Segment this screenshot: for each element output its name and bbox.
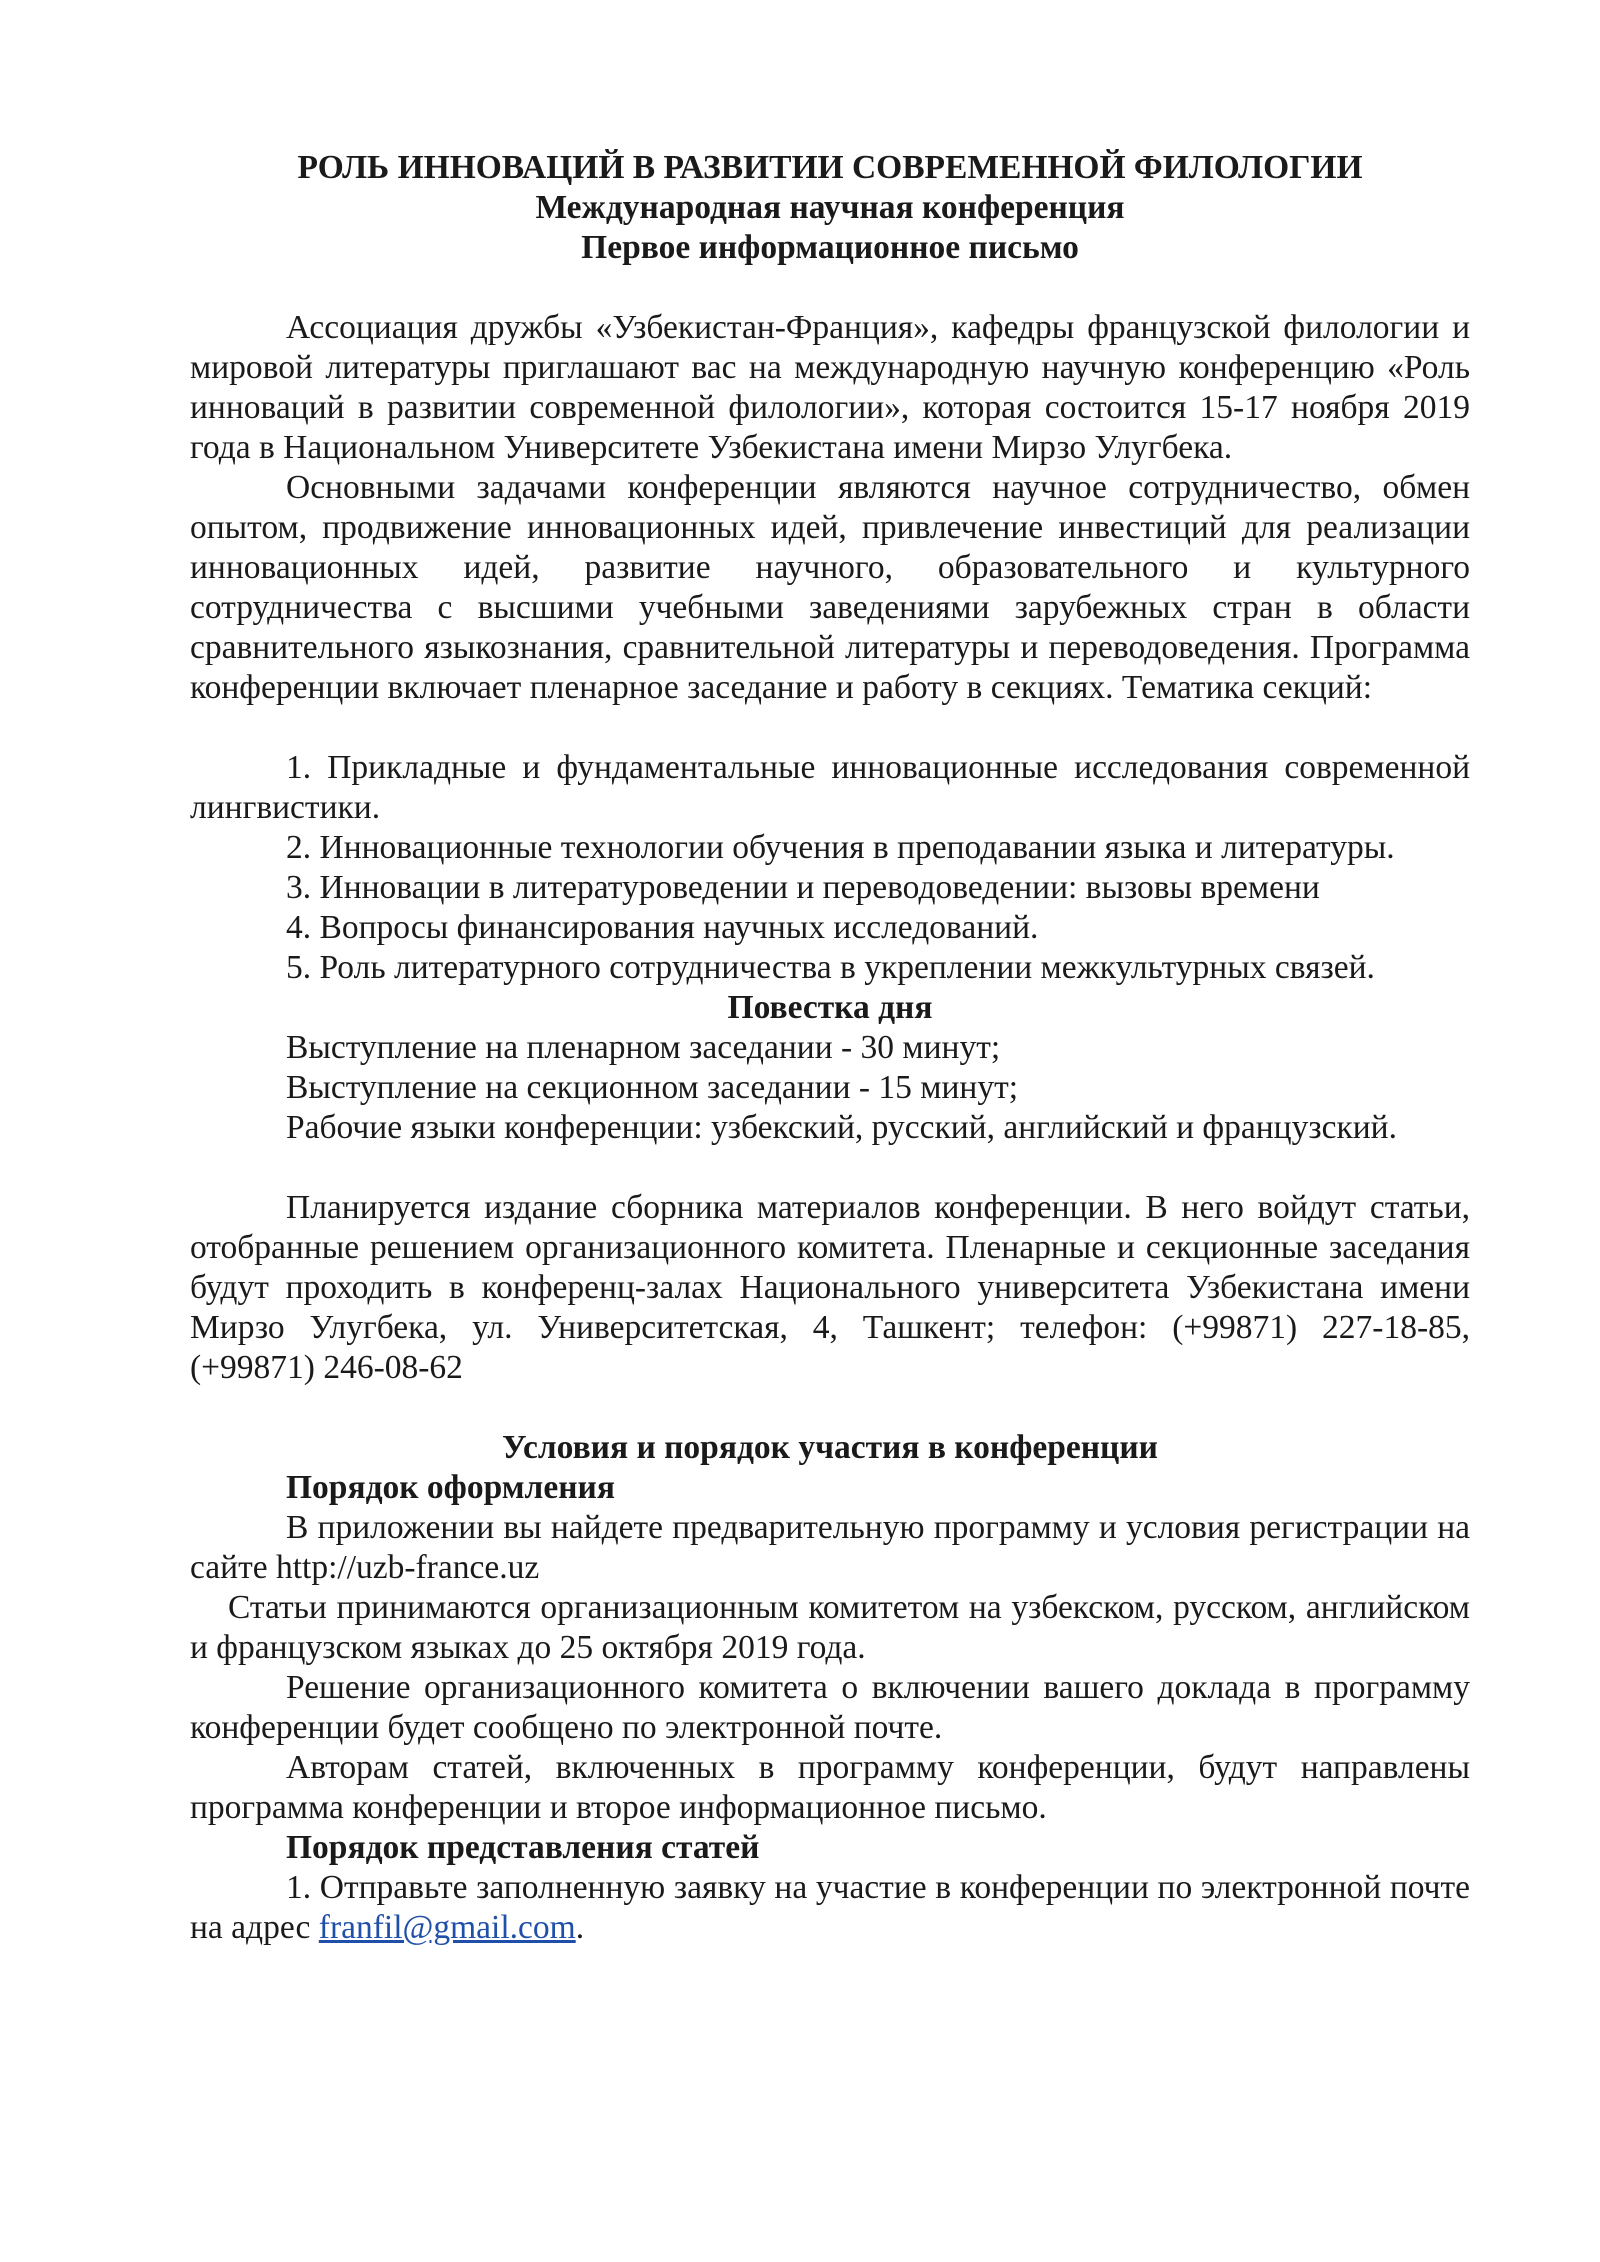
intro-paragraph-2: Основными задачами конференции являются научное сотрудничество, обмен опытом, продвижение инновационных идей, привлечение инвестиций для реализации инновационных идей, развитие научного, образовательного и культурного сотрудничества с высшими учебными заведениями зарубежных стран в области сравнительного языкознания, сравнительной литературы и переводоведения. Программа конференции включает пленарное заседание и работу в секциях. Тематика секций:	[190, 469, 1470, 706]
agenda-list	[190, 1028, 1470, 1148]
submission-step-1-end: .	[575, 1909, 585, 1946]
submission-step-1-text: 1. Отправьте заполненную заявку на участие в конференции по электронной почте на адрес	[190, 1869, 1470, 1946]
agenda-line-2: Выступление на секционном заседании - 15 минут;	[286, 1069, 1019, 1106]
agenda-heading: Повестка дня	[727, 989, 933, 1026]
agenda-line-3: Рабочие языки конференции: узбекский, русский, английский и французский.	[286, 1109, 1397, 1146]
conditions-paragraph-3: Решение организационного комитета о включении вашего доклада в программу конференции будет сообщено по электронной почте.	[190, 1669, 1470, 1746]
sections-list	[190, 748, 1470, 988]
spacer	[190, 268, 1470, 308]
conditions-paragraph-4: Авторам статей, включенных в программу конференции, будут направлены программа конференции и второе информационное письмо.	[190, 1749, 1470, 1826]
submission-heading: Порядок представления статей	[286, 1829, 760, 1866]
publication-paragraph: Планируется издание сборника материалов конференции. В него войдут статьи, отобранные решением организационного комитета. Пленарные и секционные заседания будут проходить в конференц-залах Национального университета Узбекистана имени Мирзо Улугбека, ул. Университетская, 4, Ташкент; телефон: (+99871) 227-18-85, (+99871) 246-08-62	[190, 1189, 1470, 1386]
document-title: РОЛЬ ИННОВАЦИЙ В РАЗВИТИИ СОВРЕМЕННОЙ ФИЛОЛОГИИ	[297, 149, 1363, 186]
section-item-5: 5. Роль литературного сотрудничества в укреплении межкультурных связей.	[286, 949, 1375, 986]
order-heading: Порядок оформления	[286, 1469, 615, 1506]
spacer	[190, 1148, 1470, 1188]
spacer	[190, 708, 1470, 748]
section-item-3: 3. Инновации в литературоведении и переводоведении: вызовы времени	[286, 869, 1320, 906]
email-link[interactable]: franfil@gmail.com	[318, 1909, 576, 1946]
intro-paragraph-1: Ассоциация дружбы «Узбекистан-Франция», кафедры французской филологии и мировой литературы приглашают вас на международную научную конференцию «Роль инноваций в развитии современной филологии», которая состоится 15-17 ноября 2019 года в Национальном Университете Узбекистана имени Мирзо Улугбека.	[190, 309, 1470, 466]
document-subtitle: Международная научная конференция	[535, 189, 1125, 226]
submission-step-1	[190, 1868, 1470, 1948]
section-item-4: 4. Вопросы финансирования научных исследований.	[286, 909, 1039, 946]
conditions-heading: Условия и порядок участия в конференции	[502, 1429, 1158, 1466]
letter-label: Первое информационное письмо	[581, 229, 1079, 266]
spacer	[190, 1388, 1470, 1428]
agenda-line-1: Выступление на пленарном заседании - 30 минут;	[286, 1029, 1001, 1066]
conditions-paragraph-2: Статьи принимаются организационным комитетом на узбекском, русском, английском и французском языках до 25 октября 2019 года.	[190, 1589, 1470, 1666]
section-item-1: 1. Прикладные и фундаментальные инновационные исследования современной лингвистики.	[190, 749, 1470, 826]
section-item-2: 2. Инновационные технологии обучения в преподавании языка и литературы.	[286, 829, 1395, 866]
conditions-paragraph-1: В приложении вы найдете предварительную программу и условия регистрации на сайте http://uzb-france.uz	[190, 1509, 1470, 1586]
